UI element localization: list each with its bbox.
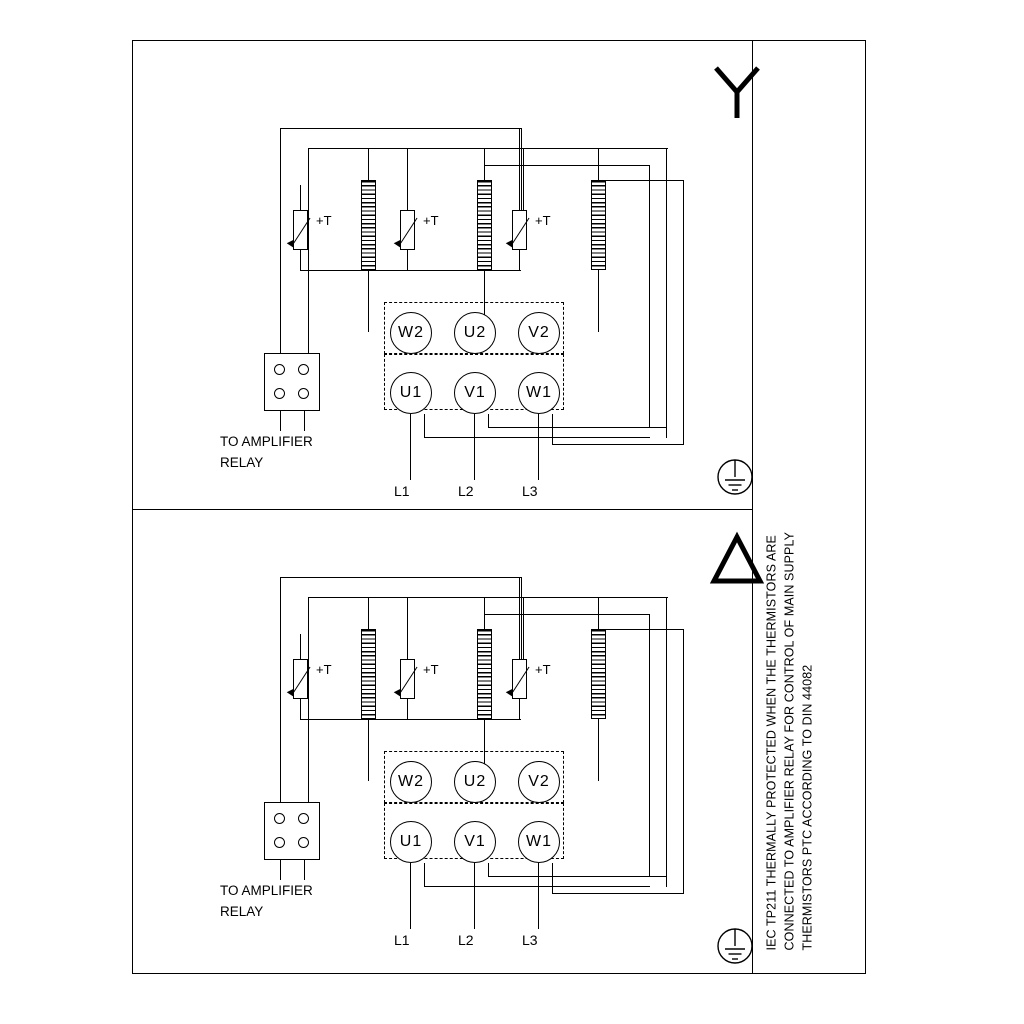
phase-label-l1: L1 [394,932,410,948]
terminal-w1: W1 [518,372,560,414]
motor-coil-3 [591,629,606,719]
connector-hole-1 [274,813,285,824]
wire-th1-top [300,185,301,211]
wire-l1 [410,863,411,929]
wire-bottom-tap-3 [552,414,553,444]
wire-right-outer-3 [683,180,684,445]
thermistor-1 [293,210,308,250]
wire-bottom-tap-2 [488,414,489,428]
wire-connector-lead-2 [304,860,305,880]
thermistor-label-1: +T [316,662,332,677]
wire-th1-bottom [300,698,301,720]
amplifier-label-line-1: TO AMPLIFIER [220,434,313,449]
thermistor-label-2: +T [423,213,439,228]
wire-th2-bottom [407,249,408,271]
thermistor-slash-icon [400,667,417,693]
delta-triangle-symbol [702,529,772,589]
amplifier-label-line-1: TO AMPLIFIER [220,883,313,898]
wire-bottom-tap-2 [488,863,489,877]
wire-right-return-inner [649,165,650,428]
thermistor-slash-icon [512,218,529,244]
thermistor-slash-icon [512,667,529,693]
wire-top-return-bus-2 [484,165,650,166]
panel-delta-connection [132,509,752,978]
wire-thermistor-2-top [523,148,524,218]
phase-label-l1: L1 [394,483,410,499]
wire-l3 [538,414,539,480]
wire-right-return-outer [666,148,667,438]
wire-bottom-bus-1 [424,886,650,887]
motor-coil-1 [361,629,376,719]
note-line-2: CONNECTED TO AMPLIFIER RELAY FOR CONTROL OF MAIN SUPPLY [782,531,797,951]
phase-label-l2: L2 [458,932,474,948]
wire-thermistor-bus-top-1 [280,577,522,578]
terminal-u1: U1 [390,821,432,863]
connector-hole-2 [298,364,309,375]
wire-thermistor-left-down [280,577,281,807]
connector-hole-3 [274,837,285,848]
wire-l3 [538,863,539,929]
thermistor-label-2: +T [423,662,439,677]
phase-label-l3: L3 [522,483,538,499]
wire-coil3-down [598,270,599,332]
thermistor-slash-icon [400,218,417,244]
amplifier-connector-block [264,802,320,860]
thermistor-2 [400,210,415,250]
wire-th2-th3 [407,270,521,271]
wire-th2-top [407,597,408,660]
wire-thermistor-bus-top-1 [280,128,522,129]
wire-bottom-tap-3 [552,863,553,893]
wire-thermistor-left-down [280,128,281,358]
phase-label-l2: L2 [458,483,474,499]
motor-coil-3 [591,180,606,270]
terminal-w1: W1 [518,821,560,863]
wire-th3-bottom [519,698,520,720]
amplifier-connector-block [264,353,320,411]
wire-connector-lead-1 [280,860,281,880]
wire-connector-lead-2 [304,411,305,431]
wire-top-return-bus [368,597,668,598]
wire-thermistor-left-down-2 [308,597,309,807]
terminal-v1: V1 [454,372,496,414]
star-wye-symbol [702,60,772,120]
wire-thermistor-2-top [523,597,524,667]
wire-top-bus-3 [598,629,684,630]
note-column [752,40,866,974]
amplifier-label-line-2: RELAY [220,455,264,470]
terminal-v2: V2 [518,312,560,354]
wire-l2 [474,414,475,480]
wire-bottom-tap-1 [424,414,425,438]
wire-coil3-down [598,719,599,781]
wire-top-return-bus [368,148,668,149]
wire-bottom-bus-3 [552,444,684,445]
wire-top-return-bus-2 [484,614,650,615]
wire-th2-th3 [407,719,521,720]
note-line-1: IEC TP211 THERMALLY PROTECTED WHEN THE THERMISTORS ARE [764,535,779,951]
wire-bottom-bus-3 [552,893,684,894]
thermistor-1 [293,659,308,699]
phase-label-l3: L3 [522,932,538,948]
connector-hole-2 [298,813,309,824]
thermistor-2 [400,659,415,699]
wire-right-return-outer [666,597,667,887]
wire-coil1-up [368,597,369,631]
thermistor-label-1: +T [316,213,332,228]
terminal-w2: W2 [390,761,432,803]
wire-l2 [474,863,475,929]
wire-th1-th2 [300,270,408,271]
wire-th2-top [407,148,408,211]
terminal-w2: W2 [390,312,432,354]
connector-hole-1 [274,364,285,375]
wire-th1-top [300,634,301,660]
wire-coil1-down [368,270,369,332]
terminal-u2: U2 [454,761,496,803]
wire-l1 [410,414,411,480]
terminal-v1: V1 [454,821,496,863]
wire-bottom-bus-1 [424,437,650,438]
thermistor-label-3: +T [535,213,551,228]
terminal-u2: U2 [454,312,496,354]
wire-connector-lead-1 [280,411,281,431]
terminal-v2: V2 [518,761,560,803]
connector-hole-3 [274,388,285,399]
thermistor-3 [512,210,527,250]
wire-coil1-down [368,719,369,781]
note-line-3: THERMISTORS PTC ACCORDING TO DIN 44082 [800,664,815,951]
terminal-u1: U1 [390,372,432,414]
wire-top-bus-3 [598,180,684,181]
connector-hole-4 [298,388,309,399]
connector-hole-4 [298,837,309,848]
wire-bottom-tap-1 [424,863,425,887]
wire-bottom-bus-2 [488,876,666,877]
thermistor-3 [512,659,527,699]
amplifier-label-line-2: RELAY [220,904,264,919]
wire-th1-bottom [300,249,301,271]
wire-coil1-up [368,148,369,182]
wire-th3-top [519,577,520,660]
motor-coil-2 [477,629,492,719]
wire-bottom-bus-2 [488,427,666,428]
wire-th3-top [519,128,520,211]
earth-ground-symbol [704,452,766,502]
motor-coil-2 [477,180,492,270]
wire-right-return-inner [649,614,650,877]
panel-wye-connection [132,40,752,509]
wire-th1-th2 [300,719,408,720]
wire-th3-bottom [519,249,520,271]
motor-coil-1 [361,180,376,270]
earth-ground-symbol [704,921,766,971]
thermistor-label-3: +T [535,662,551,677]
wire-th2-bottom [407,698,408,720]
wire-right-outer-3 [683,629,684,894]
wire-thermistor-left-down-2 [308,148,309,358]
